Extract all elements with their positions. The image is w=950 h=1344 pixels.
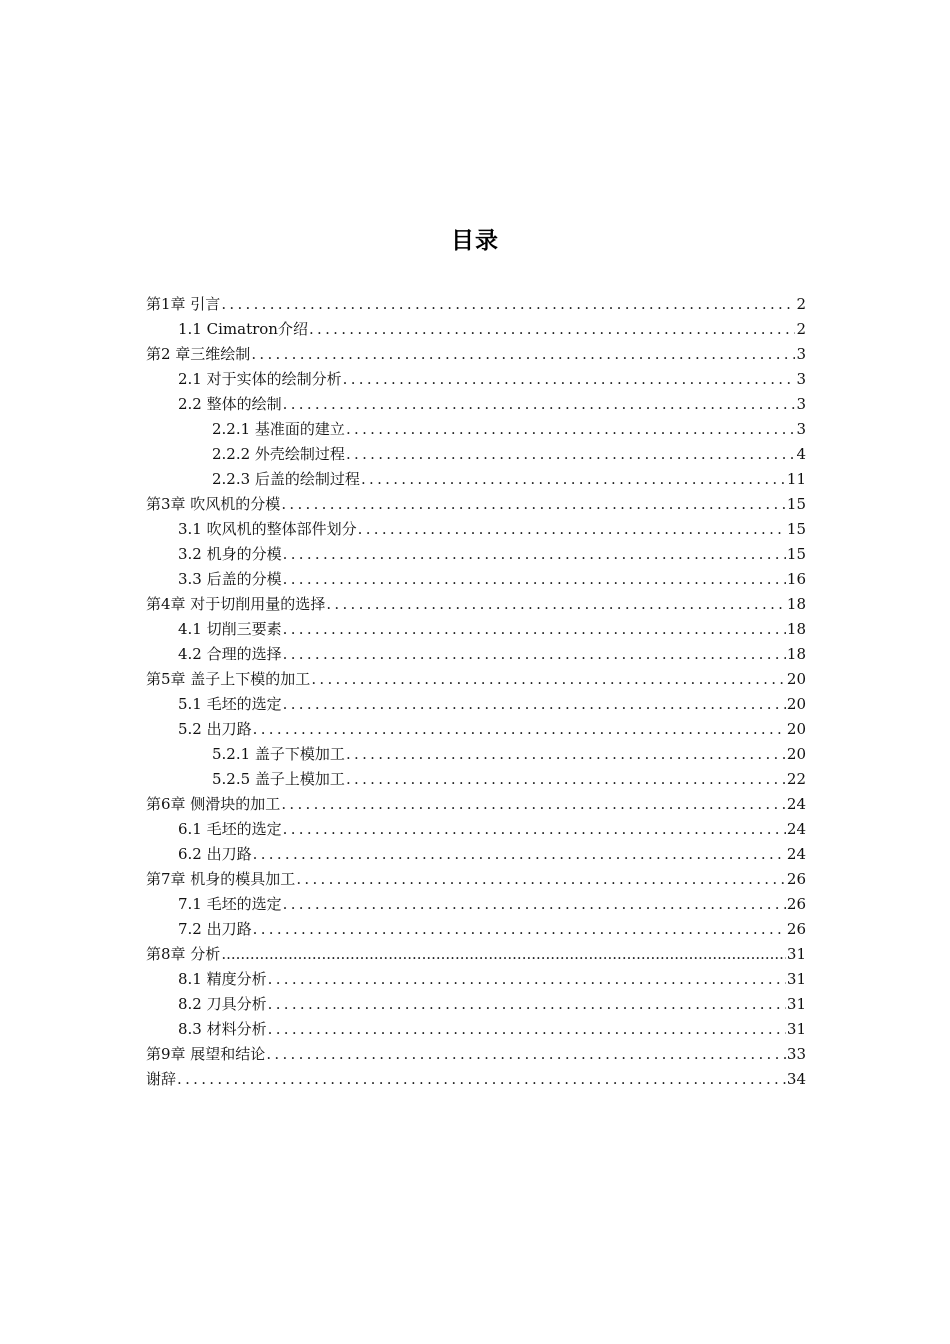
toc-entry[interactable] <box>146 617 806 642</box>
toc-entry-label: 第7章 机身的模具加工 <box>146 870 296 888</box>
toc-entry-page: 20 <box>786 720 806 738</box>
toc-entry[interactable] <box>146 792 806 817</box>
toc-leader-dots <box>268 1017 786 1042</box>
toc-entry-page: 31 <box>786 945 806 963</box>
toc-leader-dots <box>361 467 786 492</box>
toc-entry-label: 7.1 毛坯的选定 <box>178 895 282 913</box>
toc-leader-dots <box>266 1042 786 1067</box>
toc-entry-label: 2.1 对于实体的绘制分析 <box>178 370 342 388</box>
toc-entry-label: 谢辞 <box>146 1070 177 1088</box>
toc-entry-label: 第2 章三维绘制 <box>146 345 251 363</box>
toc-entry-page: 33 <box>786 1045 806 1063</box>
toc-entry-label: 第3章 吹风机的分模 <box>146 495 281 513</box>
toc-entry-label: 第9章 展望和结论 <box>146 1045 266 1063</box>
toc-entry-page: 16 <box>786 570 806 588</box>
toc-entry[interactable] <box>146 992 806 1017</box>
toc-entry[interactable] <box>146 667 806 692</box>
toc-entry-label: 7.2 出刀路 <box>178 920 252 938</box>
toc-entry-page: 2 <box>796 295 806 313</box>
toc-leader-dots <box>283 617 786 642</box>
toc-entry[interactable] <box>146 542 806 567</box>
toc-entry[interactable] <box>146 367 806 392</box>
toc-entry-page: 26 <box>786 920 806 938</box>
toc-leader-dots <box>177 1067 786 1092</box>
toc-entry[interactable] <box>146 892 806 917</box>
toc-entry[interactable] <box>146 942 806 967</box>
toc-leader-dots <box>253 842 786 867</box>
toc-entry-label: 3.2 机身的分模 <box>178 545 282 563</box>
toc-entry-page: 20 <box>786 695 806 713</box>
toc-leader-dots <box>253 917 786 942</box>
toc-entry[interactable] <box>146 1017 806 1042</box>
toc-leader-dots <box>346 417 796 442</box>
toc-entry[interactable] <box>146 767 806 792</box>
toc-leader-dots <box>311 667 786 692</box>
toc-entry[interactable] <box>146 1042 806 1067</box>
toc-leader-dots <box>281 792 786 817</box>
toc-leader-dots <box>283 392 796 417</box>
toc-entry[interactable] <box>146 1067 806 1092</box>
toc-entry[interactable] <box>146 517 806 542</box>
toc-entry-label: 第5章 盖子上下模的加工 <box>146 670 311 688</box>
toc-leader-dots <box>283 892 786 917</box>
toc-entry-label: 1.1 Cimatron介绍 <box>178 320 308 338</box>
toc-entry-page: 3 <box>796 370 806 388</box>
toc-entry-label: 5.1 毛坯的选定 <box>178 695 282 713</box>
toc-entry[interactable] <box>146 817 806 842</box>
toc-leader-dots <box>251 342 795 367</box>
toc-leader-dots <box>221 292 795 317</box>
toc-entry-page: 3 <box>796 345 806 363</box>
toc-entry[interactable] <box>146 417 806 442</box>
toc-entry-label: 6.1 毛坯的选定 <box>178 820 282 838</box>
toc-entry-label: 2.2 整体的绘制 <box>178 395 282 413</box>
toc-entry-label: 3.1 吹风机的整体部件划分 <box>178 520 357 538</box>
toc-entry[interactable] <box>146 967 806 992</box>
toc-leader-dots <box>283 692 786 717</box>
toc-entry-page: 26 <box>786 895 806 913</box>
toc-leader-dots <box>283 567 786 592</box>
toc-entry-label: 8.2 刀具分析 <box>178 995 267 1013</box>
table-of-contents <box>146 292 806 1092</box>
toc-entry-page: 26 <box>786 870 806 888</box>
toc-entry-page: 4 <box>796 445 806 463</box>
toc-entry-page: 18 <box>786 620 806 638</box>
toc-leader-dots <box>326 592 786 617</box>
toc-leader-dots <box>268 992 786 1017</box>
toc-entry-page: 24 <box>786 820 806 838</box>
toc-entry-page: 34 <box>786 1070 806 1088</box>
toc-entry-page: 20 <box>786 745 806 763</box>
toc-leader-dots <box>343 367 796 392</box>
toc-entry-page: 3 <box>796 395 806 413</box>
toc-entry[interactable] <box>146 917 806 942</box>
toc-entry-page: 3 <box>796 420 806 438</box>
toc-entry-page: 20 <box>786 670 806 688</box>
toc-entry[interactable] <box>146 317 806 342</box>
toc-entry-label: 8.1 精度分析 <box>178 970 267 988</box>
toc-entry-label: 2.2.2 外壳绘制过程 <box>212 445 345 463</box>
toc-entry-label: 第8章 分析 <box>146 945 221 963</box>
toc-entry[interactable] <box>146 392 806 417</box>
toc-entry-label: 5.2.5 盖子上模加工 <box>212 770 345 788</box>
toc-leader-dots <box>283 542 786 567</box>
toc-entry-page: 24 <box>786 795 806 813</box>
toc-entry-page: 18 <box>786 595 806 613</box>
toc-entry-label: 2.2.1 基准面的建立 <box>212 420 345 438</box>
toc-entry-page: 18 <box>786 645 806 663</box>
toc-leader-dots <box>268 967 786 992</box>
toc-leader-dots <box>309 317 795 342</box>
toc-leader-dots <box>283 817 786 842</box>
toc-entry[interactable] <box>146 842 806 867</box>
toc-entry-page: 15 <box>786 520 806 538</box>
toc-entry-page: 31 <box>786 1020 806 1038</box>
toc-entry[interactable] <box>146 292 806 317</box>
toc-leader-dots <box>346 742 786 767</box>
toc-entry-page: 24 <box>786 845 806 863</box>
toc-entry-label: 5.2.1 盖子下模加工 <box>212 745 345 763</box>
toc-leader-dots <box>283 642 786 667</box>
toc-entry[interactable] <box>146 642 806 667</box>
toc-leader-dots <box>346 442 796 467</box>
toc-entry[interactable] <box>146 742 806 767</box>
toc-leader-dots <box>221 942 786 967</box>
toc-entry-page: 15 <box>786 495 806 513</box>
toc-entry[interactable] <box>146 467 806 492</box>
toc-leader-dots <box>346 767 786 792</box>
toc-entry-label: 第1章 引言 <box>146 295 221 313</box>
toc-entry[interactable] <box>146 692 806 717</box>
toc-entry-label: 6.2 出刀路 <box>178 845 252 863</box>
toc-entry-page: 2 <box>796 320 806 338</box>
toc-entry-label: 第4章 对于切削用量的选择 <box>146 595 326 613</box>
toc-leader-dots <box>253 717 786 742</box>
toc-entry-label: 2.2.3 后盖的绘制过程 <box>212 470 360 488</box>
toc-entry-page: 22 <box>786 770 806 788</box>
toc-entry-label: 4.1 切削三要素 <box>178 620 282 638</box>
toc-entry-page: 11 <box>786 470 806 488</box>
toc-entry[interactable] <box>146 442 806 467</box>
toc-entry-label: 5.2 出刀路 <box>178 720 252 738</box>
toc-leader-dots <box>358 517 786 542</box>
toc-entry-page: 15 <box>786 545 806 563</box>
toc-entry-label: 第6章 侧滑块的加工 <box>146 795 281 813</box>
toc-leader-dots <box>281 492 786 517</box>
toc-entry[interactable] <box>146 592 806 617</box>
toc-entry[interactable] <box>146 567 806 592</box>
toc-leader-dots <box>296 867 786 892</box>
toc-entry-label: 8.3 材料分析 <box>178 1020 267 1038</box>
toc-entry-label: 4.2 合理的选择 <box>178 645 282 663</box>
toc-entry-page: 31 <box>786 995 806 1013</box>
toc-entry[interactable] <box>146 867 806 892</box>
toc-entry-page: 31 <box>786 970 806 988</box>
toc-entry[interactable] <box>146 717 806 742</box>
toc-entry-label: 3.3 后盖的分模 <box>178 570 282 588</box>
toc-entry[interactable] <box>146 342 806 367</box>
toc-entry[interactable] <box>146 492 806 517</box>
toc-title: 目录 <box>451 228 499 254</box>
